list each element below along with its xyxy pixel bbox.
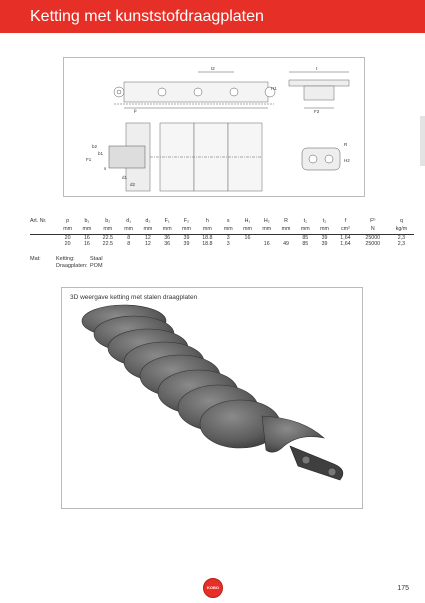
chain-value: Staal bbox=[90, 256, 103, 262]
table-cell: 16 bbox=[83, 235, 90, 241]
table-cell: 3 bbox=[226, 235, 230, 241]
logo-text: KOBO bbox=[207, 585, 219, 590]
table-cell: 3 bbox=[226, 241, 230, 247]
col-header: b₂ bbox=[105, 217, 111, 224]
col-unit: mm bbox=[97, 225, 120, 235]
material-chain-row bbox=[56, 256, 103, 263]
table-cell: 25000 bbox=[365, 241, 381, 247]
col-header: H₁ bbox=[244, 217, 251, 224]
table-cell: 8 bbox=[127, 241, 131, 247]
table-cell: 2,3 bbox=[397, 241, 406, 247]
table-cell: 25000 bbox=[365, 235, 381, 241]
col-header: t₂ bbox=[322, 217, 327, 224]
table-cell: 2,3 bbox=[397, 235, 406, 241]
table-cell: 20 bbox=[64, 241, 71, 247]
label-s: s bbox=[104, 166, 107, 171]
col-header: d₁ bbox=[126, 217, 132, 224]
plates-label: Draagplaten: bbox=[56, 263, 88, 269]
table-cell: 1,64 bbox=[340, 241, 351, 247]
col-unit: mm bbox=[276, 225, 295, 235]
col-unit: mm bbox=[158, 225, 177, 235]
table-cell: 1,64 bbox=[340, 235, 351, 241]
table-header-row bbox=[30, 217, 414, 225]
table-cell: 12 bbox=[144, 235, 151, 241]
label-r: R bbox=[344, 142, 348, 147]
chain-front-view bbox=[86, 123, 262, 191]
technical-drawing bbox=[63, 57, 365, 197]
spec-table bbox=[30, 217, 414, 247]
table-cell: 85 bbox=[302, 241, 309, 247]
table-cell: 22.5 bbox=[102, 235, 113, 241]
chain-3d-render bbox=[62, 288, 362, 508]
col-header: h bbox=[205, 217, 209, 224]
chain-label: Ketting: bbox=[56, 256, 75, 262]
col-header: t₁ bbox=[303, 217, 307, 224]
col-header: d₂ bbox=[145, 217, 151, 224]
col-unit: mm bbox=[119, 225, 138, 235]
table-cell: 85 bbox=[302, 235, 309, 241]
table-unit-row bbox=[30, 225, 414, 235]
col-header: F₂ bbox=[183, 217, 190, 224]
label-t2: t2 bbox=[211, 66, 215, 71]
table-cell: 39 bbox=[183, 241, 190, 247]
col-header: p bbox=[66, 217, 70, 224]
unit-empty bbox=[30, 225, 58, 235]
chain-plates bbox=[82, 305, 324, 452]
label-t: t bbox=[316, 66, 318, 71]
table-cell: 39 bbox=[183, 235, 190, 241]
col-unit: mm bbox=[177, 225, 196, 235]
render-caption: 3D weergave ketting met stalen draagplaten bbox=[70, 294, 198, 301]
plates-value: POM bbox=[90, 263, 103, 269]
label-h1: H1 bbox=[271, 86, 277, 91]
col-unit: mm bbox=[196, 225, 219, 235]
table-cell: 36 bbox=[164, 241, 171, 247]
page-number: 175 bbox=[397, 585, 409, 592]
col-header: q bbox=[399, 217, 403, 224]
label-d1: d1 bbox=[122, 175, 128, 180]
col-header: f bbox=[344, 217, 347, 224]
side-tab-marker bbox=[420, 116, 425, 166]
material-plates-row bbox=[56, 263, 103, 270]
label-b2: b2 bbox=[92, 144, 98, 149]
technical-drawing-svg bbox=[64, 58, 364, 196]
table-cell: 22.5 bbox=[102, 241, 113, 247]
label-d2: d2 bbox=[130, 182, 136, 187]
table-cell: 39 bbox=[321, 241, 328, 247]
material-label: Mat: bbox=[30, 256, 41, 262]
col-unit: N bbox=[357, 225, 389, 235]
table-cell: 18.8 bbox=[202, 235, 213, 241]
col-unit: mm bbox=[77, 225, 96, 235]
col-unit: mm bbox=[257, 225, 276, 235]
col-header: F₁ bbox=[164, 217, 170, 224]
label-p: p bbox=[134, 108, 137, 113]
table-cell: 18.8 bbox=[202, 241, 213, 247]
page-title: Ketting met kunststofdraagplaten bbox=[30, 8, 264, 25]
brand-logo bbox=[203, 578, 223, 598]
table-row bbox=[30, 241, 414, 247]
chain-link-end bbox=[290, 446, 343, 480]
table-cell: 16 bbox=[244, 235, 251, 241]
render-panel bbox=[61, 287, 363, 509]
col-unit: mm bbox=[138, 225, 157, 235]
table-cell: 16 bbox=[83, 241, 90, 247]
label-f1: F1 bbox=[86, 157, 92, 162]
col-unit: cm² bbox=[334, 225, 357, 235]
label-b1: b1 bbox=[98, 151, 104, 156]
label-f2: F2 bbox=[314, 109, 320, 114]
chain-end-profile bbox=[289, 66, 349, 114]
table-cell: 49 bbox=[283, 241, 289, 247]
chain-side-view bbox=[114, 66, 277, 113]
cell-art bbox=[30, 241, 58, 247]
col-header: Fᵇ bbox=[370, 217, 376, 224]
table-cell: 8 bbox=[127, 235, 131, 241]
label-h2: H2 bbox=[344, 158, 350, 163]
col-header: H₂ bbox=[263, 217, 270, 224]
table-cell: 36 bbox=[164, 235, 171, 241]
table-cell: 16 bbox=[263, 241, 270, 247]
col-unit: mm bbox=[219, 225, 238, 235]
link-detail-view bbox=[302, 142, 350, 170]
col-unit: mm bbox=[58, 225, 77, 235]
col-unit: kg/m bbox=[389, 225, 414, 235]
page-header bbox=[0, 0, 425, 33]
table-cell: 39 bbox=[321, 235, 328, 241]
col-header: b₁ bbox=[84, 217, 90, 224]
col-header: R bbox=[284, 217, 288, 224]
header-art-nr: Art. Nr. bbox=[30, 217, 47, 224]
col-unit: mm bbox=[296, 225, 315, 235]
col-unit: mm bbox=[315, 225, 334, 235]
col-unit: mm bbox=[238, 225, 257, 235]
table-cell: 20 bbox=[64, 235, 71, 241]
table-cell: 12 bbox=[144, 241, 151, 247]
col-header: s bbox=[226, 217, 230, 224]
table-cell bbox=[238, 241, 257, 247]
